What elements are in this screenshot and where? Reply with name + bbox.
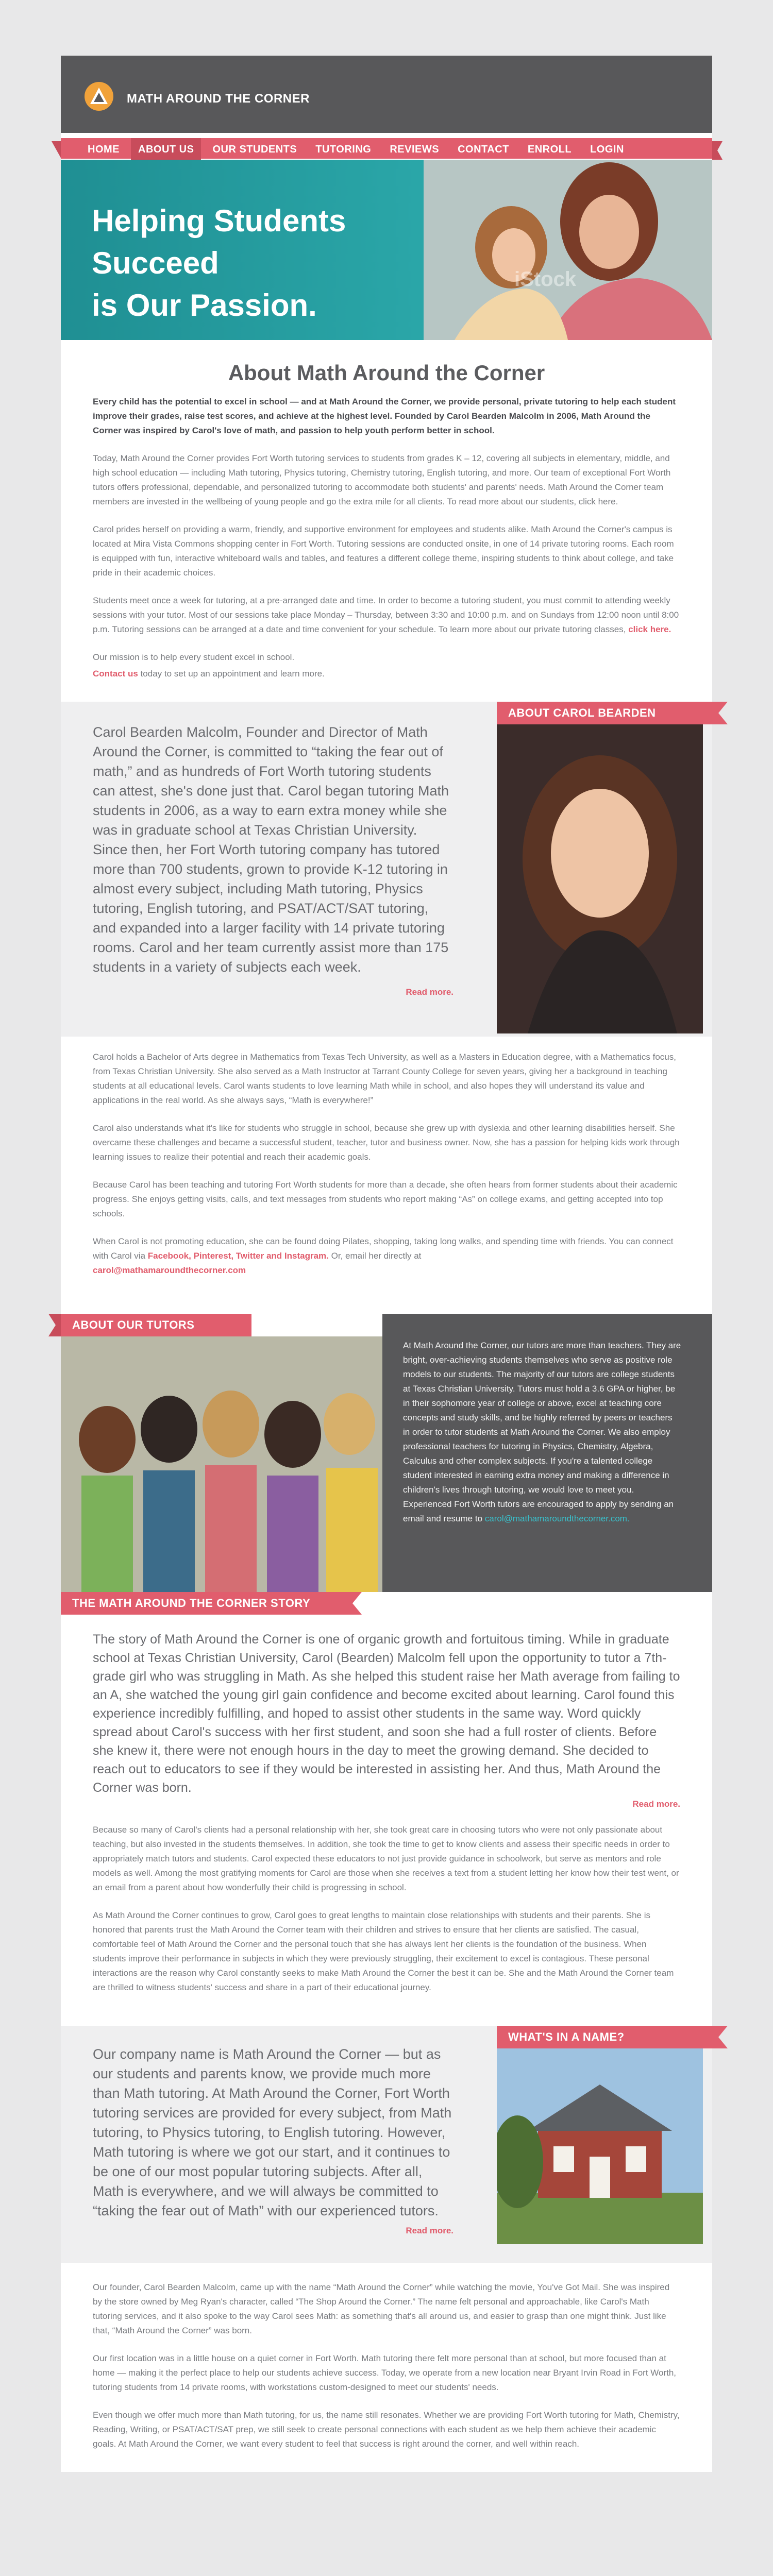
tutors-text <box>403 1338 681 1526</box>
about-p4: Our mission is to help every student excel in school. <box>93 652 295 662</box>
story-content <box>61 1592 712 1995</box>
nav-item-our-students[interactable]: OUR STUDENTS <box>212 144 297 155</box>
nav-item-tutoring[interactable]: TUTORING <box>315 144 372 155</box>
about-p5-text: today to set up an appointment and learn more. <box>140 669 325 679</box>
carol-p4 <box>93 1234 680 1278</box>
story-big-text: The story of Math Around the Corner is one of organic growth and fortuitous timing. While in graduate school at Texas Christian University, Carol (Bearden) Malcolm fell upon the opportunity to tutor a 7th-grade girl who was struggling in Math. As she helped this student raise her Math average from failing to an A, she watched the young girl gain confidence and become excited about learning. Carol found this experience incredibly fulfilling, and hoped to assist other students in the same way. Word quickly spread about Carol's success with her first student, and soon she had a full roster of clients. Before she knew it, there were not enough hours in the day to meet the growing demand. She decided to reach out to educators to see if they would be interested in assisting her. And thus, Math Around the Corner was born. <box>93 1632 680 1795</box>
about-p5 <box>93 667 680 681</box>
nav-item-home[interactable]: HOME <box>88 144 120 155</box>
tutors-ribbon: ABOUT OUR TUTORS <box>61 1314 251 1336</box>
site-name[interactable]: MATH AROUND THE CORNER <box>127 92 310 106</box>
content-wrapper <box>61 56 712 2472</box>
carol-details <box>61 1050 712 1278</box>
about-lead: Every child has the potential to excel in school — and at Math Around the Corner, we provide personal, private tutoring to help each student improve their grades, raise test scores, and achieve at the highest level. Founded by Carol Bearden Malcolm in 2006, Math Around the Corner was inspired by Carol's love of math, and passion to help youth perform better in school. <box>93 397 676 435</box>
tutors-text-box <box>382 1314 712 1592</box>
carol-p1: Carol holds a Bachelor of Arts degree in Mathematics from Texas Tech University, as well as a Masters in Education degree, with a Mathematics focus, from Texas Christian University. She also served as a Math Instructor at Tarrant County College for seven years, giving her a background in teaching students at all educational levels. Carol wants students to love learning Math while in school, and also hopes they will understand its value and applications in the real world. As she always says, “Math is everywhere!” <box>93 1052 676 1105</box>
site-header <box>61 56 712 133</box>
carol-email-link[interactable]: carol@mathamaroundthecorner.com <box>93 1265 246 1275</box>
carol-ribbon-tail <box>703 702 728 724</box>
tutors-ribbon-tail <box>48 1314 61 1336</box>
about-title: About Math Around the Corner <box>228 361 545 385</box>
carol-p2: Carol also understands what it's like for students who struggle in school, because she grew up with dyslexia and other learning disabilities herself. She overcame these challenges and became a successful student, teacher, tutor and business owner. Now, she has a passion for helping kids work through learning issues to realize their potential and reach their academic goals. <box>93 1123 680 1162</box>
about-p1: Today, Math Around the Corner provides Fort Worth tutoring services to students from grades K – 12, covering all subjects in elementary, middle, and high school education — including Math tutoring, Physics tutoring, Chemistry tutoring, English tutoring, and more. Our team of exceptional Fort Worth tutors offers professional, dependable, and personalized tutoring to accommodate both students' and parents' needs. Math Around the Corner team members are invested in the wellbeing of young people and go the extra mile for all clients. To read more about our students, click here. <box>93 453 671 506</box>
name-details <box>61 2280 712 2472</box>
story-read-more-link[interactable]: Read more. <box>632 1799 680 1809</box>
hero-photo <box>424 160 712 340</box>
name-section <box>61 2026 712 2263</box>
nav-item-login[interactable]: LOGIN <box>590 144 624 155</box>
name-big-text: Our company name is Math Around the Corner — but as our students and parents know, we provide much more than Math tutoring. At Math Around the Corner, Fort Worth tutoring services are provided for every subject, from Math tutoring, to Physics tutoring, to English tutoring. However, Math tutoring is where we got our start, and it continues to be one of our most popular tutoring subjects. After all, Math is everywhere, and we will always be committed to “taking the fear out of Math” with our experienced tutors. <box>93 2046 452 2218</box>
name-ribbon: WHAT'S IN A NAME? <box>497 2026 703 2048</box>
carol-p3: Because Carol has been teaching and tutoring Fort Worth students for more than a decade, she often hears from former students about their academic progress. She enjoys getting visits, calls, and text messages from students who report making “As” on college exams, and getting accepted into top schools. <box>93 1180 678 1218</box>
carol-p4-text: When Carol is not promoting education, she can be found doing Pilates, shopping, taking long walks, and spending time with friends. You can connect with Carol via <box>93 1236 674 1261</box>
nav-band <box>61 137 712 160</box>
about-p3 <box>93 594 680 637</box>
story-p1: Because so many of Carol's clients had a personal relationship with her, she took great care in choosing tutors who were not only passionate about teaching, but also invested in the students themselves. In addition, she took the time to get to know clients and assess their specific needs in order to appropriately match tutors and students. Carol expected these educators to not just provide guidance in schoolwork, but serve as mentors and role models as well. Among the most gratifying moments for Carol are those when she receives a text from a student letting her know how their test went, or an email from a parent about how wonderfully their child is progressing in school. <box>93 1825 679 1892</box>
hero-line-1: Helping Students <box>92 204 346 238</box>
hero-line-2: Succeed <box>92 246 219 280</box>
name-ribbon-tail <box>703 2026 728 2048</box>
about-p2: Carol prides herself on providing a warm, friendly, and supportive environment for employees and students alike. Math Around the Corner's campus is located at Mira Vista Commons shopping center in Fort Worth. Tutoring sessions are conducted onsite, in one of 14 private tutoring rooms. Each room is equipped with fun, interactive whiteboard walls and tables, and features a different college theme, inspiring students to think about college, and take pride in their academic choices. <box>93 524 674 578</box>
stock-watermark: iStock <box>514 268 577 291</box>
tutors-email-link[interactable]: carol@mathamaroundthecorner.com. <box>484 1514 630 1523</box>
nav-items <box>80 138 631 161</box>
nav-ribbon-right-tail <box>712 141 722 162</box>
social-links[interactable]: Facebook, Pinterest, Twitter and Instagram. <box>147 1251 329 1261</box>
carol-read-more-link[interactable]: Read more. <box>406 987 453 997</box>
house-photo <box>497 2048 703 2244</box>
story-readmore-wrap <box>93 1799 680 1809</box>
name-readmore-wrap <box>93 2226 453 2236</box>
tutors-text-body: At Math Around the Corner, our tutors are more than teachers. They are bright, over-achieving students themselves who serve as positive role models to our students. The majority of our tutors are college students at Texas Christian University. Tutors must hold a 3.6 GPA or higher, be in their sophomore year of college or above, excel at teaching core concepts and study skills, and be highly referred by peers or teachers in order to tutor students at Math Around the Corner. We also employ professional teachers for tutoring in Physics, Chemistry, Algebra, Calculus and other complex subjects. If you're a talented college student interested in earning extra money and making a difference in children's lives through tutoring, we would love to meet you. Experienced Fort Worth tutors are encouraged to apply by sending an email and resume to <box>403 1341 681 1523</box>
carol-p4b-text: Or, email her directly at <box>331 1251 422 1261</box>
carol-section <box>61 702 712 1037</box>
story-ribbon-tail <box>339 1592 362 1615</box>
about-p3-text: Students meet once a week for tutoring, at a pre-arranged date and time. In order to become a tutoring student, you must commit to attending weekly sessions with your tutor. Most of our sessions take place Monday – Thursday, between 3:30 and 10:00 p.m. and on Sundays from 12:00 noon until 8:00 p.m. Tutoring sessions can be arranged at a date and time convenient for your schedule. To learn more about our private tutoring classes, <box>93 596 679 634</box>
nav-item-contact[interactable]: CONTACT <box>458 144 509 155</box>
name-read-more-link[interactable]: Read more. <box>406 2226 453 2235</box>
story-ribbon: THE MATH AROUND THE CORNER STORY <box>61 1592 339 1615</box>
hero-title <box>92 200 346 327</box>
nav-item-enroll[interactable]: ENROLL <box>527 144 572 155</box>
story-p2: As Math Around the Corner continues to grow, Carol goes to great lengths to maintain close relationships with students and their parents. She is honored that parents trust the Math Around the Corner team with their children and strives to ensure that her clients are satisfied. The casual, comfortable feel of Math Around the Corner and the personal touch that she has always lent her clients is the foundation of the business. When students improve their performance in subjects in which they were previously struggling, their excitement to excel is contagious. These personal interactions are the reason why Carol constantly seeks to make Math Around the Corner the best it can be. She and the Math Around the Corner team are thrilled to witness students' success and share in a part of their educational journey. <box>93 1910 674 1992</box>
carol-portrait <box>497 724 703 1033</box>
main-nav <box>52 137 721 160</box>
nav-ribbon-left-tail <box>52 141 62 162</box>
about-content <box>61 395 712 681</box>
triangle-logo-icon[interactable] <box>84 81 114 111</box>
nav-item-about-us[interactable]: ABOUT US <box>131 138 201 161</box>
carol-ribbon: ABOUT CAROL BEARDEN <box>497 702 703 724</box>
story-section <box>61 1592 712 1995</box>
tutors-photo <box>61 1336 382 1592</box>
carol-intro <box>93 722 453 997</box>
name-p3: Even though we offer much more than Math tutoring, for us, the name still resonates. Whether we are providing Fort Worth tutoring for Math, Chemistry, Reading, Writing, or PSAT/ACT/SAT prep, we still seek to create personal connections with each student as we help them achieve their academic goals. At Math Around the Corner, we want every student to feel that success is right around the corner, and well within reach. <box>93 2410 680 2449</box>
private-tutoring-link[interactable]: click here. <box>628 624 671 634</box>
carol-big-text: Carol Bearden Malcolm, Founder and Director of Math Around the Corner, is committed to “taking the fear out of math,” and as hundreds of Fort Worth tutoring students can attest, she's done just that. Carol began tutoring Math students in 2006, as a way to earn extra money while she was in graduate school at Texas Christian University. Since then, her Fort Worth tutoring company has tutored more than 700 students, grown to provide K-12 tutoring in almost every subject, including Math tutoring, Physics tutoring, English tutoring, and PSAT/ACT/SAT tutoring, and expanded into a larger facility with 14 private tutoring rooms. Carol and her team currently assist more than 175 students in a variety of subjects each week. <box>93 724 449 975</box>
name-intro <box>93 2044 453 2236</box>
nav-item-reviews[interactable]: REVIEWS <box>390 144 440 155</box>
carol-readmore-wrap <box>93 987 453 997</box>
name-p2: Our first location was in a little house on a quiet corner in Fort Worth. Math tutoring there felt more personal than at school, but more focused than at home — making it the perfect place to help our students achieve success. Today, we operate from a new location near Bryant Irvin Road in Fort Worth, tutoring students from 14 private rooms, with workstations custom-designed to meet our students' needs. <box>93 2353 677 2392</box>
tutors-section <box>61 1314 712 1592</box>
name-p1: Our founder, Carol Bearden Malcolm, came up with the name “Math Around the Corner” while watching the movie, You've Got Mail. She was inspired by the store owned by Meg Ryan's character, called “The Shop Around the Corner.” The name felt personal and approachable, like Carol's Math tutoring services, and it also spoke to the way Carol sees Math: as something that's all around us, and easier to grasp than one might think. Just like that, “Math Around the Corner” was born. <box>93 2282 670 2335</box>
hero-line-3: is Our Passion. <box>92 288 317 323</box>
contact-us-link[interactable]: Contact us <box>93 669 138 679</box>
hero-banner <box>61 160 712 340</box>
